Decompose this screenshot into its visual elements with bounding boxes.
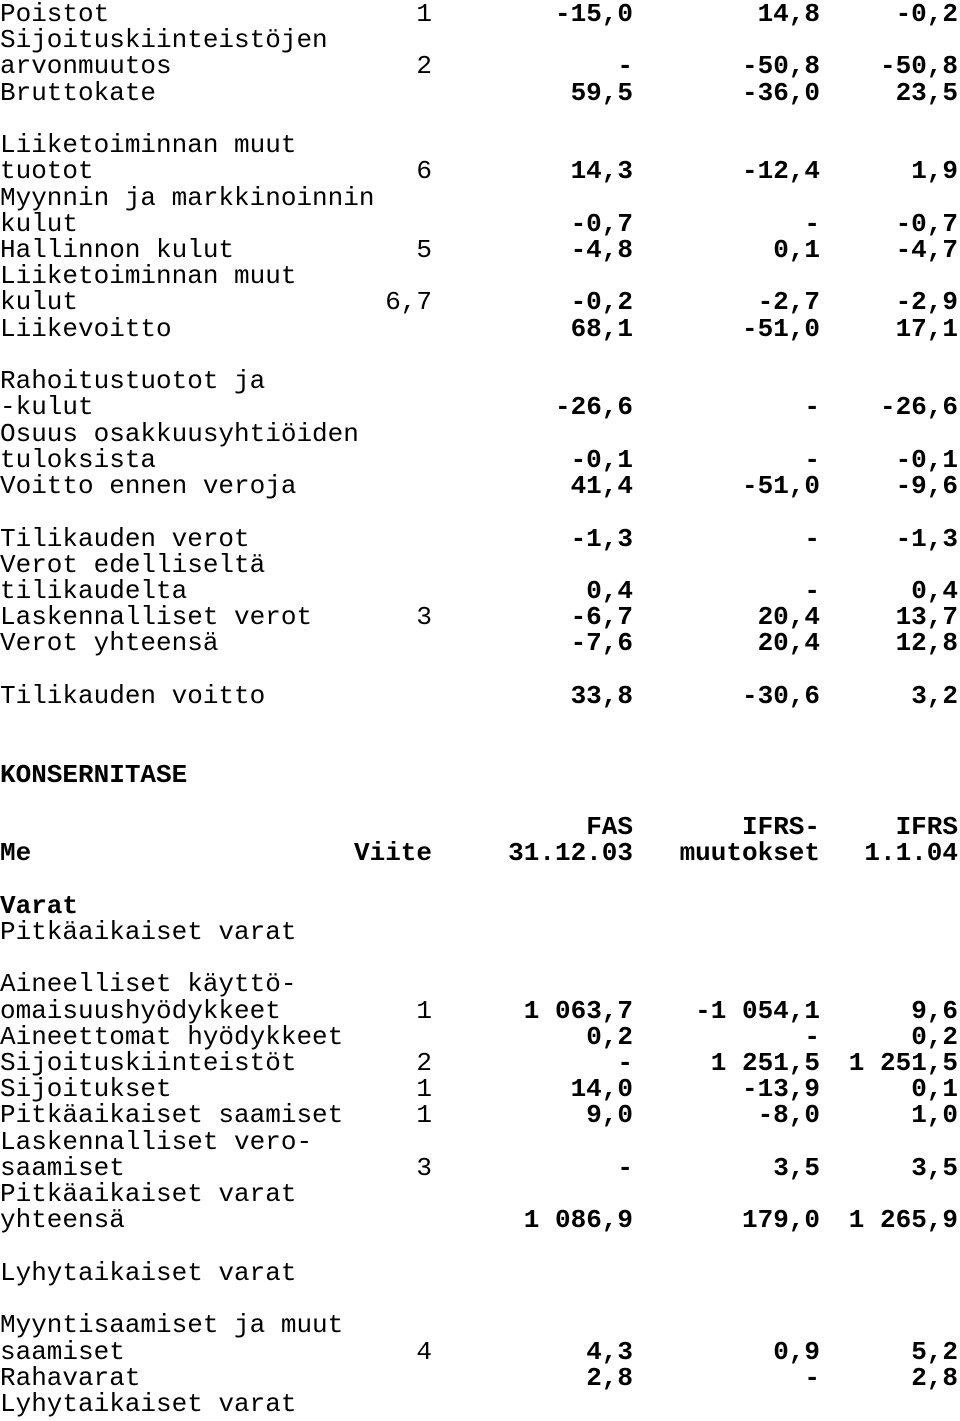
row-label: saamiset	[0, 1152, 125, 1183]
row-label: Lyhytaikaiset varat	[0, 1388, 297, 1419]
row-ifrs-change-value: -50,8	[741, 51, 820, 82]
row-ifrs-value: 0,4	[911, 575, 958, 606]
row-ifrs-value: 17,1	[895, 313, 958, 344]
row-fas-value: 14,0	[570, 1074, 633, 1105]
row-fas-value: FAS	[586, 812, 633, 842]
row-fas-value: -26,6	[554, 392, 633, 423]
row-ifrs-value: 0,1	[911, 1074, 958, 1105]
row-note: Viite	[353, 838, 432, 869]
income-row	[0, 602, 960, 633]
row-ifrs-value: -50,8	[879, 51, 958, 82]
income-row	[0, 575, 960, 606]
row-ifrs-value: 3,2	[911, 680, 958, 711]
income-row	[0, 77, 960, 108]
row-fas-value: -0,7	[570, 208, 633, 239]
row-label: Verot edelliseltä	[0, 549, 266, 580]
row-note: 4	[416, 1336, 432, 1367]
row-ifrs-change-value: -2,7	[757, 287, 820, 318]
row-fas-value: 68,1	[570, 313, 633, 344]
row-ifrs-value: 13,7	[895, 602, 958, 633]
income-row	[0, 444, 960, 475]
row-label: kulut	[0, 287, 79, 318]
row-ifrs-change-value: -	[804, 1021, 820, 1052]
row-ifrs-change-value: -8,0	[757, 1100, 820, 1131]
row-fas-value: 31.12.03	[508, 838, 633, 869]
row-label: Bruttokate	[0, 77, 157, 108]
row-ifrs-change-value: -36,0	[741, 77, 820, 108]
row-fas-value: 0,4	[586, 575, 633, 606]
row-label: Liiketoiminnan muut	[0, 130, 297, 161]
row-fas-value: 2,8	[586, 1362, 633, 1393]
row-ifrs-value: -2,9	[895, 287, 958, 318]
row-ifrs-change-value: 0,9	[773, 1336, 820, 1367]
section-heading	[0, 890, 960, 921]
row-fas-value: 4,3	[586, 1336, 633, 1367]
row-label: omaisuushyödykkeet	[0, 995, 281, 1026]
balance-row	[0, 1257, 960, 1288]
row-fas-value: -15,0	[554, 0, 633, 29]
balance-row	[0, 1152, 960, 1183]
row-label: Laskennalliset vero-	[0, 1126, 313, 1157]
row-ifrs-change-value: -	[804, 392, 820, 423]
row-fas-value: -7,6	[570, 628, 633, 659]
row-ifrs-change-value: 20,4	[757, 628, 820, 659]
row-ifrs-change-value: 20,4	[757, 602, 820, 633]
income-row	[0, 208, 960, 239]
row-ifrs-value: 1,0	[911, 1100, 958, 1131]
row-note: 5	[416, 235, 432, 266]
row-ifrs-value: 2,8	[911, 1362, 958, 1393]
income-row	[0, 1, 960, 27]
row-ifrs-change-value: -30,6	[741, 680, 820, 711]
row-label: tuotot	[0, 156, 94, 187]
balance-row	[0, 969, 960, 1000]
row-label: Pitkäaikaiset saamiset	[0, 1100, 344, 1131]
row-label: Rahavarat	[0, 1362, 141, 1393]
row-note: 1	[416, 1074, 432, 1105]
row-ifrs-change-value: IFRS-	[741, 812, 820, 842]
row-note: 1	[416, 0, 432, 29]
section-title: KONSERNITASE	[0, 759, 188, 790]
row-note: 3	[416, 602, 432, 633]
row-ifrs-value: 1.1.04	[864, 838, 958, 869]
row-label: Tilikauden verot	[0, 523, 250, 554]
row-label: Aineettomat hyödykkeet	[0, 1021, 344, 1052]
row-ifrs-value: 23,5	[895, 77, 958, 108]
row-label: Sijoitukset	[0, 1074, 172, 1105]
row-fas-value: 14,3	[570, 156, 633, 187]
row-label: Rahoitustuotot ja	[0, 366, 266, 397]
row-label: Myynnin ja markkinoinnin	[0, 182, 375, 213]
row-ifrs-value: -0,2	[895, 0, 958, 29]
row-fas-value: -0,2	[570, 287, 633, 318]
income-row	[0, 51, 960, 82]
row-ifrs-change-value: 0,1	[773, 235, 820, 266]
row-ifrs-change-value: -1 054,1	[695, 995, 820, 1026]
blank-line	[0, 342, 960, 368]
balance-row	[0, 916, 960, 947]
income-row	[0, 261, 960, 292]
row-fas-value: 59,5	[570, 77, 633, 108]
row-label: Voitto ennen veroja	[0, 471, 297, 502]
row-ifrs-change-value: 14,8	[757, 0, 820, 29]
row-ifrs-value: -26,6	[879, 392, 958, 423]
row-label: kulut	[0, 208, 79, 239]
income-row	[0, 25, 960, 56]
row-fas-value: 0,2	[586, 1021, 633, 1052]
row-ifrs-value: -0,7	[895, 208, 958, 239]
balance-row	[0, 1074, 960, 1105]
row-ifrs-value: -1,3	[895, 523, 958, 554]
row-ifrs-value: 1,9	[911, 156, 958, 187]
row-label: Osuus osakkuusyhtiöiden	[0, 418, 359, 449]
blank-line	[0, 1234, 960, 1260]
row-ifrs-change-value: -12,4	[741, 156, 820, 187]
blank-line	[0, 106, 960, 132]
balance-row	[0, 1205, 960, 1236]
row-fas-value: 1 063,7	[523, 995, 633, 1026]
income-row	[0, 628, 960, 659]
row-label: Tilikauden voitto	[0, 680, 266, 711]
row-ifrs-value: IFRS	[895, 812, 958, 842]
row-ifrs-value: -4,7	[895, 235, 958, 266]
row-ifrs-change-value: -51,0	[741, 471, 820, 502]
income-row	[0, 287, 960, 318]
row-label: arvonmuutos	[0, 51, 172, 82]
row-ifrs-value: 3,5	[911, 1152, 958, 1183]
row-label: Pitkäaikaiset varat	[0, 916, 297, 947]
row-ifrs-value: -9,6	[895, 471, 958, 502]
row-label: Verot yhteensä	[0, 628, 219, 659]
row-label: Sijoituskiinteistöjen	[0, 25, 328, 56]
row-fas-value: -0,1	[570, 444, 633, 475]
row-fas-value: 1 086,9	[523, 1205, 633, 1236]
row-label: Poistot	[0, 0, 110, 29]
income-row	[0, 313, 960, 344]
row-label: yhteensä	[0, 1205, 125, 1236]
row-note: 6	[416, 156, 432, 187]
row-ifrs-value: 1 265,9	[848, 1205, 958, 1236]
row-ifrs-change-value: 1 251,5	[710, 1048, 820, 1079]
income-row	[0, 418, 960, 449]
blank-line	[0, 499, 960, 525]
row-ifrs-change-value: -51,0	[741, 313, 820, 344]
blank-line	[0, 1286, 960, 1312]
balance-row	[0, 1100, 960, 1131]
row-label: saamiset	[0, 1336, 125, 1367]
row-label: Me	[0, 838, 32, 869]
row-ifrs-change-value: -	[804, 575, 820, 606]
row-ifrs-value: 5,2	[911, 1336, 958, 1367]
row-note: 2	[416, 51, 432, 82]
income-row	[0, 182, 960, 213]
balance-row	[0, 1048, 960, 1079]
row-ifrs-value: -0,1	[895, 444, 958, 475]
row-fas-value: 9,0	[586, 1100, 633, 1131]
row-ifrs-value: 9,6	[911, 995, 958, 1026]
blank-line	[0, 945, 960, 971]
row-label: Sijoituskiinteistöt	[0, 1048, 297, 1079]
income-row	[0, 392, 960, 423]
row-label: tuloksista	[0, 444, 157, 475]
row-label: -kulut	[0, 392, 94, 423]
row-label: Pitkäaikaiset varat	[0, 1179, 297, 1210]
row-ifrs-change-value: -	[804, 444, 820, 475]
balance-row	[0, 1362, 960, 1393]
row-fas-value: 33,8	[570, 680, 633, 711]
column-header-row	[0, 838, 960, 869]
balance-row	[0, 1021, 960, 1052]
row-ifrs-value: 12,8	[895, 628, 958, 659]
income-row	[0, 471, 960, 502]
row-ifrs-change-value: -	[804, 1362, 820, 1393]
income-row	[0, 366, 960, 397]
balance-row	[0, 1388, 960, 1419]
row-note: 2	[416, 1048, 432, 1079]
row-label: Liikevoitto	[0, 313, 172, 344]
row-fas-value: -6,7	[570, 602, 633, 633]
row-label: Liiketoiminnan muut	[0, 261, 297, 292]
row-label: Lyhytaikaiset varat	[0, 1257, 297, 1288]
blank-line	[0, 657, 960, 683]
row-fas-value: -	[617, 1048, 633, 1079]
row-fas-value: -4,8	[570, 235, 633, 266]
row-note: 1	[416, 995, 432, 1026]
income-row	[0, 130, 960, 161]
row-note: 1	[416, 1100, 432, 1131]
balance-row	[0, 1126, 960, 1157]
row-label: Aineelliset käyttö-	[0, 969, 297, 1000]
balance-row	[0, 1336, 960, 1367]
balance-row	[0, 995, 960, 1026]
row-ifrs-change-value: -	[804, 523, 820, 554]
row-label: Varat	[0, 890, 79, 921]
income-row	[0, 549, 960, 580]
row-label: tilikaudelta	[0, 575, 188, 606]
row-ifrs-change-value: -	[804, 208, 820, 239]
row-ifrs-value: 1 251,5	[848, 1048, 958, 1079]
balance-row	[0, 1179, 960, 1210]
balance-sheet-title	[0, 759, 960, 790]
column-header-row	[0, 814, 960, 840]
row-ifrs-change-value: 179,0	[741, 1205, 820, 1236]
row-ifrs-change-value: 3,5	[773, 1152, 820, 1183]
income-row	[0, 235, 960, 266]
row-fas-value: -	[617, 1152, 633, 1183]
row-note: 6,7	[385, 287, 432, 318]
row-label: Hallinnon kulut	[0, 235, 235, 266]
row-ifrs-change-value: muutokset	[679, 838, 820, 869]
income-row	[0, 680, 960, 711]
row-label: Myyntisaamiset ja muut	[0, 1310, 344, 1341]
income-row	[0, 523, 960, 554]
row-ifrs-value: 0,2	[911, 1021, 958, 1052]
row-note: 3	[416, 1152, 432, 1183]
row-ifrs-change-value: -13,9	[741, 1074, 820, 1105]
row-fas-value: -	[617, 51, 633, 82]
balance-row	[0, 1310, 960, 1341]
income-row	[0, 156, 960, 187]
row-label: Laskennalliset verot	[0, 602, 313, 633]
row-fas-value: -1,3	[570, 523, 633, 554]
row-fas-value: 41,4	[570, 471, 633, 502]
